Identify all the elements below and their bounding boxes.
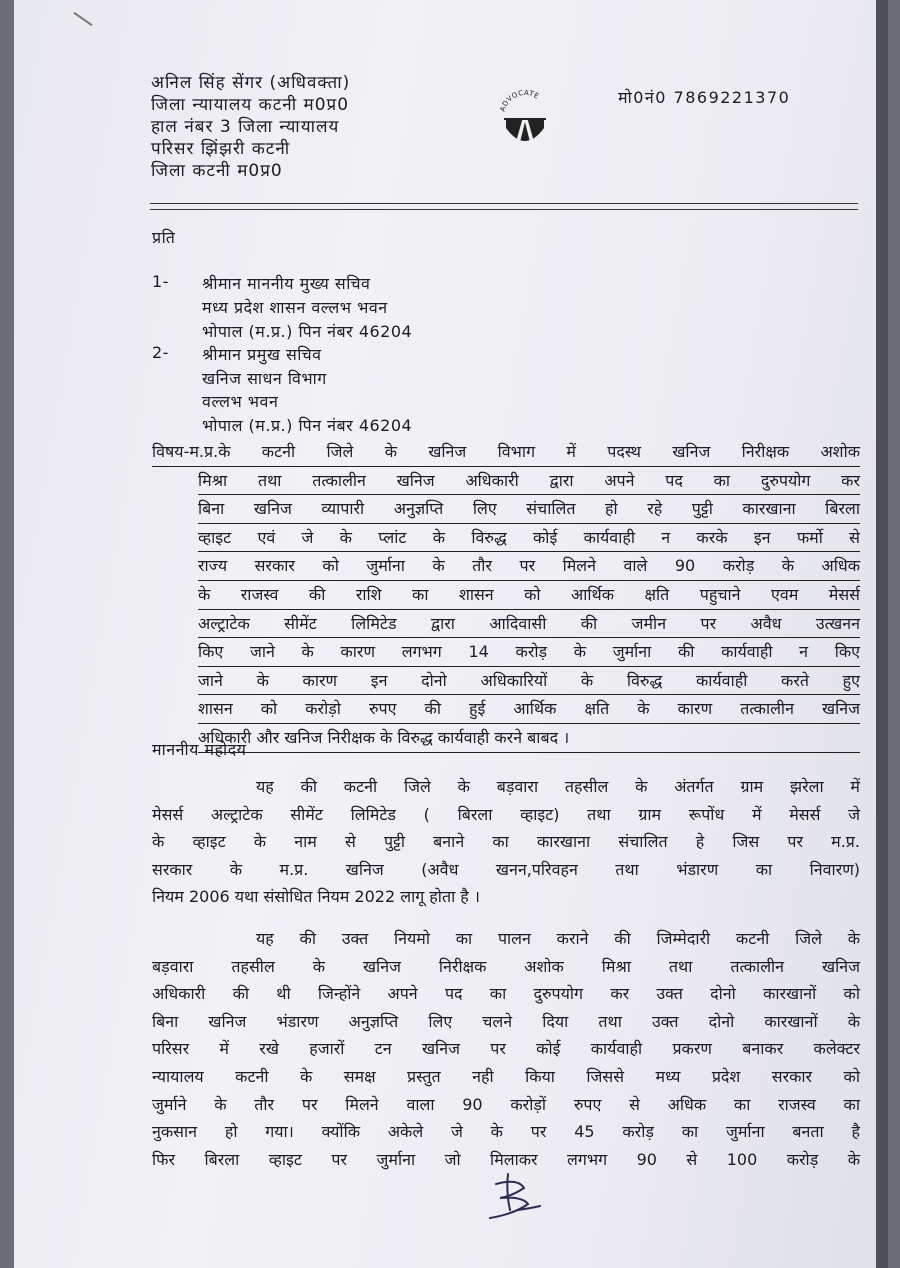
body-line: न्यायालय कटनी के समक्ष प्रस्तुत नही किया जिससे मध्य प्रदेश सरकार को [152,1066,860,1086]
subject-line: मिश्रा तथा तत्कालीन खनिज अधिकारी द्वारा अपने पद का दुरुपयोग कर [198,467,860,496]
logo-text: ADVOCATE [498,88,541,113]
recipient-line: श्रीमान प्रमुख सचिव [202,345,322,364]
recipient-number: 1- [152,272,169,291]
body-line: यह की उक्त नियमो का पालन कराने की जिम्मेदारी कटनी जिले के [256,929,860,948]
signature-mark [478,1170,550,1222]
recipient-line: वल्लभ भवन [202,392,279,411]
body-line: नियम 2006 यथा संसोधित नियम 2022 लागू होता है । [152,887,480,907]
greeting: माननीय महोदय [152,740,247,759]
page-edge-shadow [876,0,888,1268]
recipient-line: भोपाल (म.प्र.) पिन नंबर 46204 [202,415,413,435]
body-paragraph-1 [152,773,860,911]
recipient-block [202,343,412,437]
letterhead-line: जिला न्यायालय कटनी म0प्र0 [151,95,350,115]
body-line: अधिकारी की थी जिन्होंने अपने पद का दुरुपयोग कर उक्त दोनो कारखानों को [152,984,860,1004]
subject-line: विषय-म.प्र.के कटनी जिले के खनिज विभाग में पदस्थ खनिज निरीक्षक अशोक [152,438,860,467]
body-line: बड़वारा तहसील के खनिज निरीक्षक अशोक मिश्रा तथा तत्कालीन खनिज [152,956,860,976]
subject-line: राज्य सरकार को जुर्माना के तौर पर मिलने वाले 90 करोड़ के अधिक [198,552,860,581]
subject-line: किए जाने के कारण लगभग 14 करोड़ के जुर्माना की कार्यवाही न किए [198,638,860,667]
body-line: के व्हाइट के नाम से पुट्टी बनाने का कारखाना संचालित हे जिस पर म.प्र. [152,832,860,852]
subject-block [152,438,860,753]
recipient-number: 2- [152,343,169,362]
body-paragraph-2 [152,925,860,1173]
body-line: मेसर्स अल्ट्राटेक सीमेंट लिमिटेड ( बिरला व्हाइट) तथा ग्राम रूपोंध में मेसर्स जे [152,804,860,824]
body-line: बिना खनिज भंडारण अनुज्ञप्ति लिए चलने दिया तथा उक्त दोनो कारखानों के [152,1011,860,1031]
subject-line: अधिकारी और खनिज निरीक्षक के विरुद्ध कार्यवाही करने बाबद । [198,724,860,753]
body-line: परिसर में रखे हजारों टन खनिज पर कोई कार्यवाही प्रकरण बनाकर कलेक्टर [152,1039,860,1059]
letterhead-line: अनिल सिंह सेंगर (अधिवक्ता) [151,73,351,93]
letterhead-address [151,72,350,182]
body-line: जुर्माने के तौर पर मिलने वाला 90 करोड़ों रुपए से अधिक का राजस्व का [152,1094,860,1114]
letterhead-line: हाल नंबर 3 जिला न्यायालय [151,117,340,137]
recipient-line: खनिज साधन विभाग [202,368,327,388]
subject-line: के राजस्व की राशि का शासन को आर्थिक क्षति पहुचाने एवम मेसर्स [198,581,860,610]
advocate-logo-icon [496,84,554,154]
body-line: नुकसान हो गया। क्योंकि अकेले जे के पर 45 करोड़ का जुर्माना बनता है [152,1122,860,1142]
subject-line: जाने के कारण इन दोनो अधिकारियों के विरुद्ध कार्यवाही करते हुए [198,667,860,696]
body-line: फिर बिरला व्हाइट पर जुर्माना जो मिलाकर लगभग 90 से 100 करोड़ के [152,1149,860,1169]
subject-line: बिना खनिज व्यापारी अनुज्ञप्ति लिए संचालित हो रहे पुट्टी कारखाना बिरला [198,495,860,524]
subject-line: अल्ट्राटेक सीमेंट लिमिटेड द्वारा आदिवासी की जमीन पर अवैध उत्खनन [198,610,860,639]
recipient-line: श्रीमान माननीय मुख्य सचिव [202,274,371,293]
body-line: यह की कटनी जिले के बड़वारा तहसील के अंतर्गत ग्राम झरेला में [256,777,860,796]
letterhead-line: परिसर झिंझरी कटनी [151,139,291,159]
paper-fold-mark [73,12,92,26]
letterhead-line: जिला कटनी म0प्र0 [151,161,283,181]
svg-text:ADVOCATE [499,89,541,113]
mobile-number: मो0नं0 7869221370 [618,88,791,107]
subject-line: शासन को करोड़ो रुपए की हुई आर्थिक क्षति के कारण तत्कालीन खनिज [198,695,860,724]
recipient-line: मध्य प्रदेश शासन वल्लभ भवन [202,298,388,317]
to-label: प्रति [152,228,176,247]
letterhead-divider [150,203,858,210]
recipient-block [202,272,412,344]
recipient-line: भोपाल (म.प्र.) पिन नंबर 46204 [202,322,413,341]
subject-line: व्हाइट एवं जे के प्लांट के विरुद्ध कोई कार्यवाही न करके इन फर्मो से [198,524,860,553]
body-line: सरकार के म.प्र. खनिज (अवैध खनन,परिवहन तथा भंडारण का निवारण) [152,859,860,879]
